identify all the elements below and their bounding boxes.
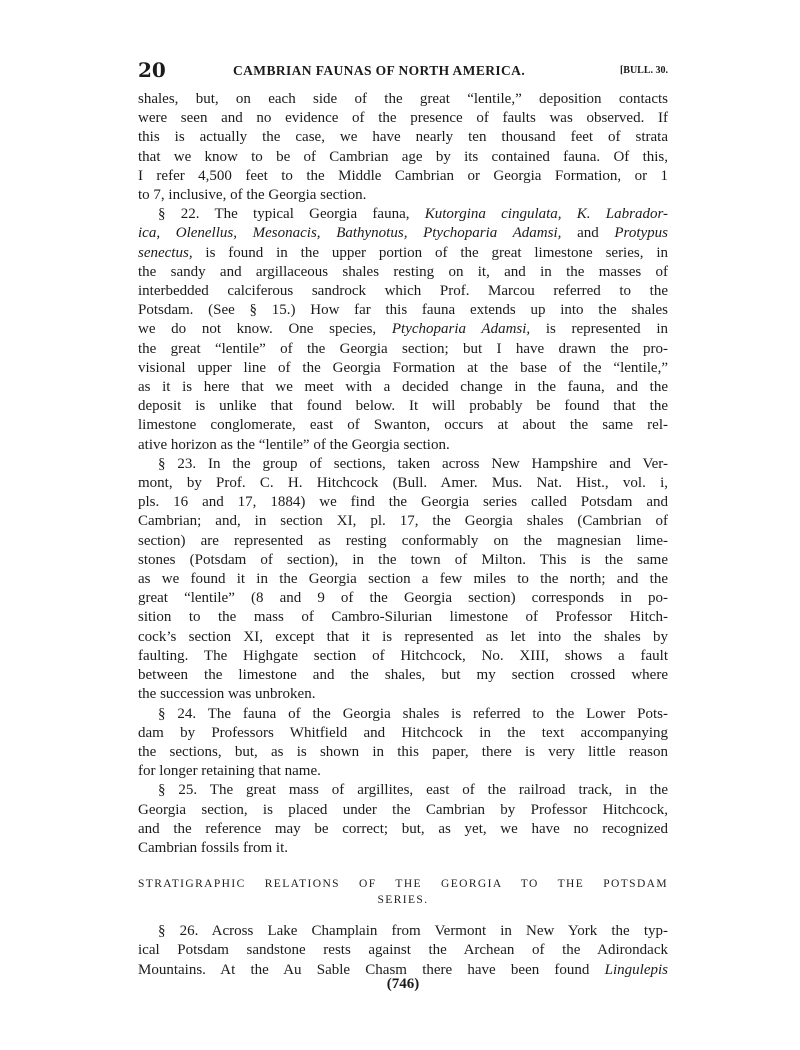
text-run: Mountains. At the Au Sable Chasm there have been found bbox=[138, 961, 605, 978]
paragraph-23 bbox=[138, 455, 668, 705]
text-line: that we know to be of Cambrian age by its contained fauna. Of this, bbox=[138, 148, 668, 165]
text-run: § 22. The typical Georgia fauna, bbox=[158, 206, 425, 223]
text-line: Cambrian; and, in section XI, pl. 17, the Georgia shales (Cambrian of bbox=[138, 513, 668, 530]
text-line: this is actually the case, we have nearly ten thousand feet of strata bbox=[138, 129, 668, 146]
taxon-name: Lingulepis bbox=[604, 961, 668, 978]
text-line bbox=[138, 224, 668, 243]
text-line: for longer retaining that name. bbox=[138, 763, 321, 780]
taxon-name: Protypus bbox=[614, 225, 668, 242]
text-line: mont, by Prof. C. H. Hitchcock (Bull. Amer. Mus. Nat. Hist., vol. i, bbox=[138, 475, 668, 492]
text-line: § 26. Across Lake Champlain from Vermont in New York the typ- bbox=[158, 923, 668, 940]
text-line: to 7, inclusive, of the Georgia section. bbox=[138, 187, 367, 204]
text-line: stones (Potsdam of section), in the town of Milton. This is the same bbox=[138, 551, 668, 568]
document-page bbox=[138, 58, 668, 992]
section-heading-line: SERIES. bbox=[377, 894, 429, 907]
taxon-name: Ptychoparia Adamsi, bbox=[391, 321, 531, 338]
paragraph-25 bbox=[138, 781, 668, 858]
text-line: pls. 16 and 17, 1884) we find the Georgia series called Potsdam and bbox=[138, 494, 668, 511]
page-footer-reference: (746) bbox=[386, 976, 420, 992]
text-run: is represented in bbox=[530, 321, 668, 338]
text-line: § 23. In the group of sections, taken across New Hampshire and Ver- bbox=[158, 455, 668, 472]
text-run: is found in the upper portion of the great limestone series, in bbox=[192, 244, 668, 261]
text-line bbox=[138, 205, 668, 224]
text-line: limestone conglomerate, east of Swanton, occurs at about the same rel- bbox=[138, 417, 668, 434]
text-line: visional upper line of the Georgia Formation at the base of the “lentile,” bbox=[138, 359, 668, 376]
paragraph-24 bbox=[138, 705, 668, 782]
taxon-name: senectus, bbox=[138, 244, 193, 261]
text-line: interbedded calciferous sandrock which Prof. Marcou referred to the bbox=[138, 283, 668, 300]
paragraph-26 bbox=[138, 922, 668, 980]
text-line: Potsdam. (See § 15.) How far this fauna extends up into the shales bbox=[138, 302, 668, 319]
text-line: ical Potsdam sandstone rests against the Archean of the Adirondack bbox=[138, 942, 668, 959]
text-line: the sections, but, as is shown in this paper, there is very little reason bbox=[138, 743, 668, 760]
text-line: great “lentile” (8 and 9 of the Georgia section) corresponds in po- bbox=[138, 590, 668, 607]
text-line: cock’s section XI, except that it is represented as let into the shales by bbox=[138, 628, 668, 645]
text-line: sition to the mass of Cambro-Silurian limestone of Professor Hitch- bbox=[138, 609, 668, 626]
paragraph-continuation bbox=[138, 90, 668, 205]
text-line: Georgia section, is placed under the Cambrian by Professor Hitchcock, bbox=[138, 801, 668, 818]
text-line: shales, but, on each side of the great “lentile,” deposition contacts bbox=[138, 91, 668, 107]
text-line: as we found it in the Georgia section a few miles to the north; and the bbox=[138, 571, 668, 588]
text-line: § 24. The fauna of the Georgia shales is referred to the Lower Pots- bbox=[158, 705, 668, 722]
section-heading bbox=[138, 876, 668, 908]
text-line: Cambrian fossils from it. bbox=[138, 839, 288, 856]
text-line: I refer 4,500 feet to the Middle Cambrian or Georgia Formation, or 1 bbox=[138, 167, 668, 184]
text-line bbox=[138, 320, 668, 339]
text-line: the sandy and argillaceous shales resting on it, and in the masses of bbox=[138, 263, 668, 280]
running-title: CAMBRIAN FAUNAS OF NORTH AMERICA. bbox=[233, 63, 526, 78]
text-line: were seen and no evidence of the presence of faults was observed. If bbox=[138, 110, 668, 127]
text-line: ative horizon as the “lentile” of the Georgia section. bbox=[138, 436, 450, 453]
page-number: 20 bbox=[138, 58, 166, 82]
text-run: we do not know. One species, bbox=[138, 321, 392, 338]
text-line: § 25. The great mass of argillites, east of the railroad track, in the bbox=[158, 782, 668, 799]
text-line: between the limestone and the shales, but my section crossed where bbox=[138, 667, 668, 684]
text-line: and the reference may be correct; but, as yet, we have no recognized bbox=[138, 820, 668, 837]
text-line: dam by Professors Whitfield and Hitchcock in the text accompanying bbox=[138, 724, 668, 741]
text-line: section) are represented as resting conformably on the magnesian lime- bbox=[138, 532, 668, 549]
text-line: faulting. The Highgate section of Hitchcock, No. XIII, shows a fault bbox=[138, 647, 668, 664]
paragraph-22 bbox=[138, 205, 668, 455]
text-line: as it is here that we meet with a decided change in the fauna, and the bbox=[138, 379, 668, 396]
text-line: the great “lentile” of the Georgia section; but I have drawn the pro- bbox=[138, 340, 668, 357]
bulletin-reference: [BULL. 30. bbox=[619, 65, 668, 76]
text-line: deposit is unlike that found below. It will probably be found that the bbox=[138, 398, 668, 415]
text-line: the succession was unbroken. bbox=[138, 686, 316, 703]
running-header bbox=[138, 58, 668, 82]
text-run: and bbox=[561, 225, 615, 242]
taxon-name: ica, Olenellus, Mesonacis, Bathynotus, Ptychoparia Adamsi, bbox=[138, 225, 562, 242]
taxon-name: Kutorgina cingulata, K. Labrador- bbox=[424, 206, 668, 223]
text-line bbox=[138, 244, 668, 263]
body-text bbox=[138, 90, 668, 980]
section-heading-line: STRATIGRAPHIC RELATIONS OF THE GEORGIA TO THE POTSDAM bbox=[138, 878, 668, 891]
